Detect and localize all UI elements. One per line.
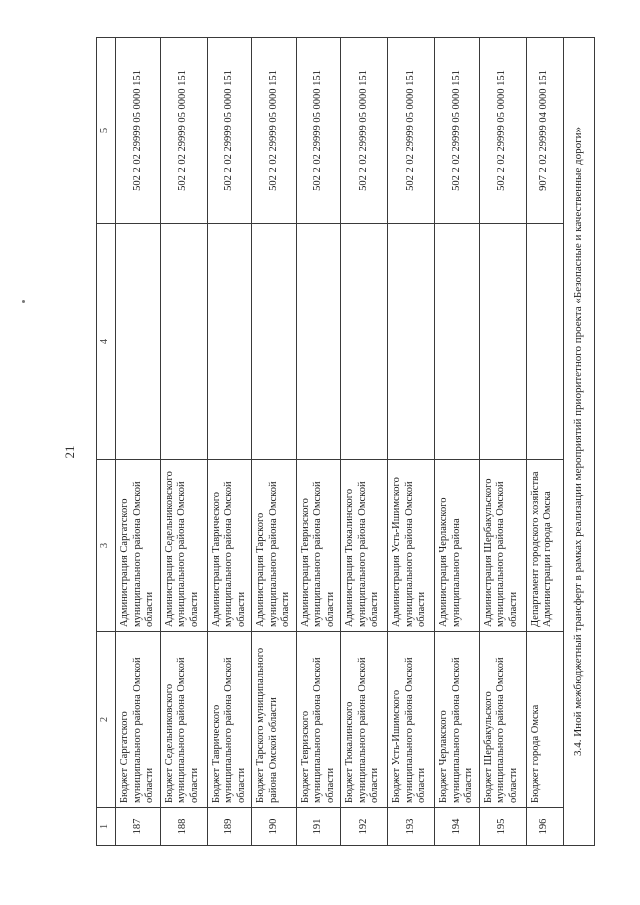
administrator-name: Администрация Тарского муниципального района Омской области xyxy=(252,460,297,632)
empty-cell xyxy=(341,224,388,460)
budget-name: Бюджет Тевризского муниципального района Омской области xyxy=(296,632,341,808)
budget-name: Бюджет Шербакульского муниципального района Омской области xyxy=(479,632,526,808)
column-header-2: 2 xyxy=(97,632,116,808)
scan-speck xyxy=(22,300,25,303)
column-header-3: 3 xyxy=(97,460,116,632)
budget-name: Бюджет Черлакского муниципального района Омской области xyxy=(435,632,480,808)
budget-name: Бюджет Таврического муниципального района Омской области xyxy=(207,632,252,808)
budget-name: Бюджет Седельниковского муниципального района Омской области xyxy=(160,632,207,808)
column-header-4: 4 xyxy=(97,224,116,460)
empty-cell xyxy=(435,224,480,460)
empty-cell xyxy=(160,224,207,460)
section-heading: 3.4. Иной межбюджетный трансферт в рамках реализации мероприятий приоритетного проекта «Безопасные и качественные дороги» xyxy=(563,38,594,846)
administrator-name: Администрация Тюкалинского муниципального района Омской области xyxy=(341,460,388,632)
table-row xyxy=(116,38,161,846)
row-number: 192 xyxy=(341,808,388,846)
budget-name: Бюджет города Омска xyxy=(526,632,563,808)
table-row xyxy=(479,38,526,846)
administrator-name: Администрация Тевризского муниципального района Омской области xyxy=(296,460,341,632)
empty-cell xyxy=(207,224,252,460)
budget-code: 502 2 02 29999 05 0000 151 xyxy=(207,38,252,224)
budget-code: 502 2 02 29999 05 0000 151 xyxy=(252,38,297,224)
row-number: 189 xyxy=(207,808,252,846)
budget-name: Бюджет Саргатского муниципального района Омской области xyxy=(116,632,161,808)
budget-code: 502 2 02 29999 05 0000 151 xyxy=(388,38,435,224)
table-row xyxy=(526,38,563,846)
page-number: 21 xyxy=(62,445,77,459)
budget-code: 502 2 02 29999 05 0000 151 xyxy=(116,38,161,224)
row-number: 195 xyxy=(479,808,526,846)
empty-cell xyxy=(252,224,297,460)
row-number: 188 xyxy=(160,808,207,846)
row-number: 187 xyxy=(116,808,161,846)
rotated-sheet xyxy=(60,32,585,872)
table-row xyxy=(160,38,207,846)
row-number: 193 xyxy=(388,808,435,846)
table-row xyxy=(341,38,388,846)
budget-code: 502 2 02 29999 05 0000 151 xyxy=(435,38,480,224)
table-row xyxy=(252,38,297,846)
administrator-name: Администрация Черлакского муниципального района xyxy=(435,460,480,632)
budget-table xyxy=(96,37,595,846)
table-row xyxy=(296,38,341,846)
row-number: 191 xyxy=(296,808,341,846)
column-header-1: 1 xyxy=(97,808,116,846)
budget-code: 502 2 02 29999 05 0000 151 xyxy=(341,38,388,224)
table-row xyxy=(388,38,435,846)
administrator-name: Департамент городского хозяйства Администрации города Омска xyxy=(526,460,563,632)
budget-name: Бюджет Усть-Ишимского муниципального района Омской области xyxy=(388,632,435,808)
budget-name: Бюджет Тюкалинского муниципального района Омской области xyxy=(341,632,388,808)
section-row xyxy=(563,38,594,846)
budget-code: 502 2 02 29999 05 0000 151 xyxy=(296,38,341,224)
empty-cell xyxy=(296,224,341,460)
table-row xyxy=(207,38,252,846)
administrator-name: Администрация Седельниковского муниципального района Омской области xyxy=(160,460,207,632)
budget-code: 502 2 02 29999 05 0000 151 xyxy=(160,38,207,224)
empty-cell xyxy=(479,224,526,460)
empty-cell xyxy=(388,224,435,460)
table-row xyxy=(435,38,480,846)
column-header-5: 5 xyxy=(97,38,116,224)
row-number: 194 xyxy=(435,808,480,846)
row-number: 190 xyxy=(252,808,297,846)
administrator-name: Администрация Таврического муниципального района Омской области xyxy=(207,460,252,632)
budget-code: 502 2 02 29999 05 0000 151 xyxy=(479,38,526,224)
budget-code: 907 2 02 29999 04 0000 151 xyxy=(526,38,563,224)
administrator-name: Администрация Усть-Ишимского муниципального района Омской области xyxy=(388,460,435,632)
empty-cell xyxy=(526,224,563,460)
administrator-name: Администрация Саргатского муниципального района Омской области xyxy=(116,460,161,632)
header-row xyxy=(97,38,116,846)
empty-cell xyxy=(116,224,161,460)
budget-name: Бюджет Тарского муниципального района Омской области xyxy=(252,632,297,808)
administrator-name: Администрация Шербакульского муниципального района Омской области xyxy=(479,460,526,632)
row-number: 196 xyxy=(526,808,563,846)
